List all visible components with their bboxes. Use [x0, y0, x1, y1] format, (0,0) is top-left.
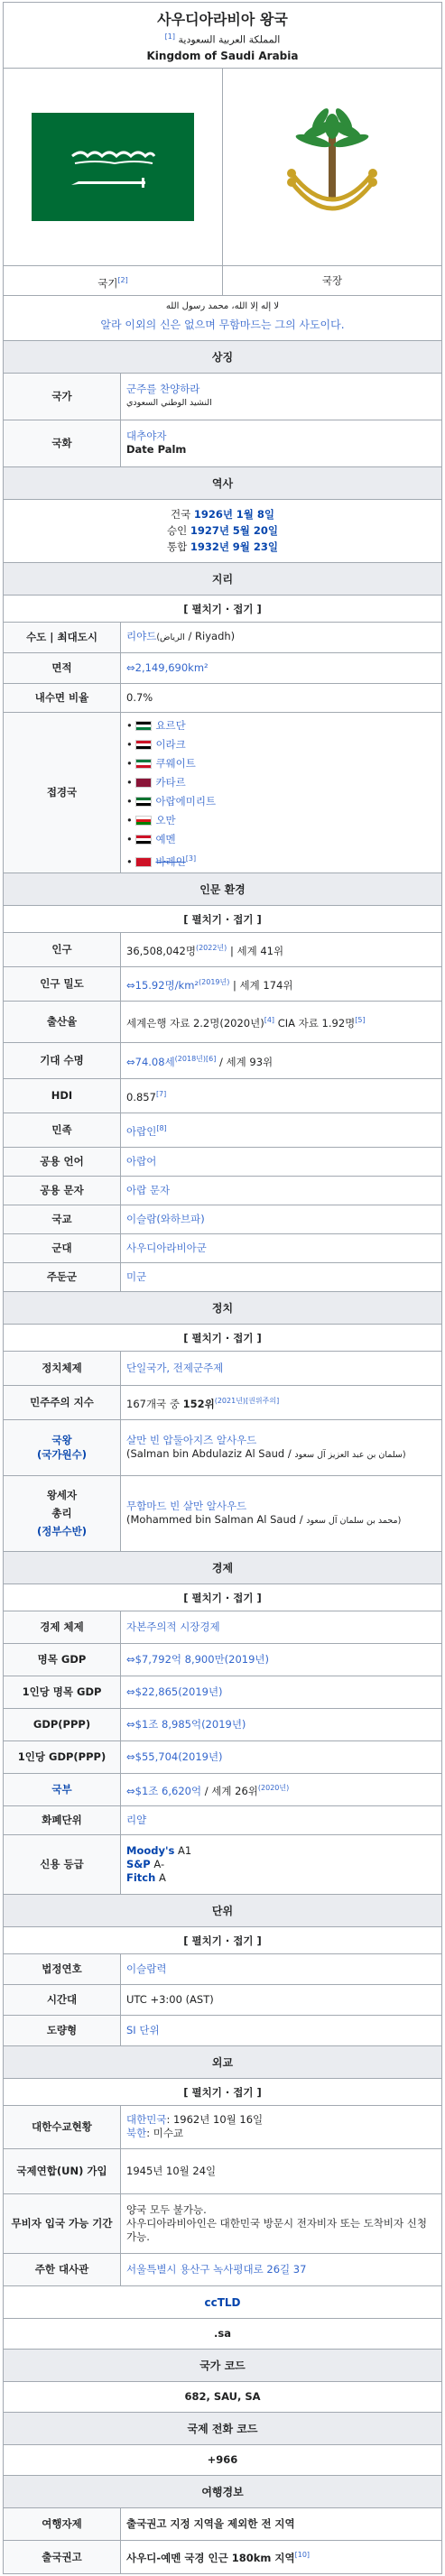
row-hdi: HDI 0.857[7]	[4, 1079, 441, 1113]
flag-caption: 국기[2]	[4, 266, 223, 295]
row-density: 인구 밀도 ⇔15.92명/km²$^{(2019년)}$ | 세계 174위	[4, 967, 441, 1002]
neighbor-flag-icon	[135, 721, 152, 731]
row-currency: 화폐단위 리얄	[4, 1806, 441, 1835]
row-un: 국제연합(UN) 가입 1945년 10월 24일	[4, 2149, 441, 2194]
section-symbols: 상징	[4, 341, 441, 374]
section-geography: 지리	[4, 563, 441, 596]
neighbor-item[interactable]: • 예멘	[126, 833, 176, 846]
neighbor-flag-icon	[135, 835, 152, 845]
toggle-economy[interactable]: [ 펼치기 · 접기 ]	[4, 1584, 441, 1611]
flag-cell	[4, 69, 223, 265]
section-politics: 정치	[4, 1292, 441, 1325]
gdppc-link-icon[interactable]: ⇔	[126, 1685, 135, 1698]
country-code-value: 682, SAU, SA	[4, 2382, 441, 2413]
wealth-link-icon[interactable]: ⇔	[126, 1784, 135, 1797]
row-measure: 도량형 SI 단위	[4, 2016, 441, 2046]
calling-code-value: +966	[4, 2445, 441, 2476]
neighbor-item[interactable]: • 카타르	[126, 776, 186, 789]
flower-link[interactable]: 대추야자	[126, 429, 167, 443]
neighbor-name[interactable]: 이라크	[155, 738, 186, 752]
row-gdp-per-capita: 1인당 명목 GDP ⇔$22,865(2019년)	[4, 1676, 441, 1709]
row-ethnic: 민족 아랍인[8]	[4, 1113, 441, 1148]
toggle-people[interactable]: [ 펼치기 · 접기 ]	[4, 906, 441, 933]
section-units: 단위	[4, 1895, 441, 1927]
row-fertility: 출산율 세계은행 자료 2.2명(2020년)[4] CIA 자료 1.92명[5]	[4, 1002, 441, 1043]
row-gdp: 명목 GDP ⇔$7,792억 8,900만(2019년)	[4, 1644, 441, 1676]
emblem-cell	[223, 69, 441, 265]
ref-3[interactable]: [3]	[185, 854, 197, 863]
neighbor-name[interactable]: 오만	[155, 814, 176, 827]
row-flower: 국화 대추야자 Date Palm	[4, 420, 441, 467]
row-visa: 무비자 입국 가능 기간 양국 모두 불가능. 사우디아라비아인은 대한민국 방문시 전자비자 또는 도착비자 신청가능.	[4, 2194, 441, 2254]
neighbor-item[interactable]: • 요르단	[126, 719, 186, 733]
neighbor-list	[126, 716, 436, 868]
neighbor-name[interactable]: 요르단	[155, 719, 186, 733]
emblem-caption: 국장	[321, 273, 343, 287]
toggle-politics[interactable]: [ 펼치기 · 접기 ]	[4, 1325, 441, 1352]
toggle-geography[interactable]: [ 펼치기 · 접기 ]	[4, 596, 441, 623]
section-cctld: ccTLD	[4, 2286, 441, 2319]
row-military: 군대 사우디아라비아군	[4, 1234, 441, 1263]
row-democracy-index: 민주주의 지수 167개국 중 152위$^{(2021년)[권위주의]}$	[4, 1386, 441, 1420]
section-people: 인문 환경	[4, 873, 441, 906]
section-country-code: 국가 코드	[4, 2350, 441, 2382]
neighbor-item[interactable]: • 아랍에미리트	[126, 795, 217, 808]
motto-arabic: لا إله إلا الله، محمد رسول الله	[165, 300, 280, 311]
neighbor-name[interactable]: 바레인	[155, 854, 186, 868]
row-wealth: 국부 ⇔$1조 6,620억 / 세계 26위$^{(2020년)}$	[4, 1774, 441, 1806]
neighbor-flag-icon	[135, 759, 152, 769]
title-english: Kingdom of Saudi Arabia	[146, 49, 299, 62]
gdp-link-icon[interactable]: ⇔	[126, 1652, 135, 1666]
section-travel: 여행경보	[4, 2476, 441, 2508]
row-religion: 국교 이슬람(와하브파)	[4, 1205, 441, 1234]
row-embassy: 주한 대사관 서울특별시 용산구 녹사평대로 26길 37	[4, 2254, 441, 2286]
row-travel-depart: 출국권고 사우디-예멘 국경 인근 180km 지역[10]	[4, 2541, 441, 2573]
row-credit-rating: 신용 등급 Moody's A1 S&P A- Fitch A	[4, 1835, 441, 1895]
neighbor-flag-icon	[135, 797, 152, 807]
section-diplomacy: 외교	[4, 2046, 441, 2079]
toggle-units[interactable]: [ 펼치기 · 접기 ]	[4, 1927, 441, 1954]
row-era: 법정연호 이슬람력	[4, 1954, 441, 1985]
row-gdp-ppp: GDP(PPP) ⇔$1조 8,985억(2019년)	[4, 1709, 441, 1741]
neighbor-item[interactable]: • 바레인[3]	[126, 854, 197, 868]
row-script: 공용 문자 아랍 문자	[4, 1177, 441, 1205]
ppp-link-icon[interactable]: ⇔	[126, 1717, 135, 1731]
infobox-title	[4, 3, 441, 69]
row-area: 면적 ⇔2,149,690km²	[4, 653, 441, 684]
emblem-captions	[4, 266, 441, 296]
ref-2[interactable]: [2]	[117, 275, 128, 284]
infobox	[3, 2, 442, 2574]
motto	[4, 296, 441, 341]
neighbor-name[interactable]: 쿠웨이트	[155, 757, 196, 771]
density-link-icon[interactable]: ⇔	[126, 978, 135, 992]
history-dates: 건국 1926년 1월 8일 승인 1927년 5월 20일 통합 1932년 9월 23일	[4, 500, 441, 563]
anthem-link[interactable]: 군주를 찬양하라	[126, 383, 200, 396]
row-neighbors: 접경국 • 요르단 • 이라크 • 쿠웨이트 • 카타르 • 아랍에미리트 • 오만 • 예멘 • 바레인[3]	[4, 713, 441, 873]
emblem-row	[4, 69, 441, 266]
row-water: 내수면 비율 0.7%	[4, 684, 441, 713]
row-anthem: 국가 군주를 찬양하라 النشيد الوطني السعودي	[4, 374, 441, 420]
row-crown-prince: 왕세자 총리 (정부수반) 무함마드 빈 살만 알사우드 (Mohammed bin Salman Al Saud / محمد بن سلمان آل سعود)	[4, 1476, 441, 1552]
neighbor-item[interactable]: • 쿠웨이트	[126, 757, 196, 771]
saudi-emblem-image[interactable]	[273, 99, 391, 235]
saudi-flag-image[interactable]	[32, 113, 194, 221]
row-travel-restrict: 여행자제 출국권고 지정 지역을 제외한 전 지역	[4, 2508, 441, 2541]
cctld-value: .sa	[4, 2319, 441, 2350]
neighbor-flag-icon	[135, 816, 152, 826]
row-timezone: 시간대 UTC +3:00 (AST)	[4, 1985, 441, 2016]
section-history: 역사	[4, 467, 441, 500]
motto-korean[interactable]: 알라 이외의 신은 없으며 무함마드는 그의 사도이다.	[100, 318, 345, 331]
life-link-icon[interactable]: ⇔	[126, 1055, 135, 1068]
neighbor-item[interactable]: • 이라크	[126, 738, 186, 752]
ppppc-link-icon[interactable]: ⇔	[126, 1750, 135, 1763]
neighbor-item[interactable]: • 오만	[126, 814, 176, 827]
neighbor-flag-icon	[135, 778, 152, 788]
section-economy: 경제	[4, 1552, 441, 1584]
neighbor-flag-icon	[135, 740, 152, 750]
row-life-expectancy: 기대 수명 ⇔74.08세$^{(2018년)[6]}$ / 세계 93위	[4, 1043, 441, 1079]
section-calling-code: 국제 전화 코드	[4, 2413, 441, 2445]
ref-1[interactable]: [1]	[164, 32, 175, 41]
row-capital: 수도 | 최대도시 리야드(الرياض / Riyadh)	[4, 623, 441, 653]
toggle-diplomacy[interactable]: [ 펼치기 · 접기 ]	[4, 2079, 441, 2106]
row-government: 정치체제 단일국가, 전제군주제	[4, 1352, 441, 1386]
row-population: 인구 36,508,042명$^{(2022년)}$ | 세계 41위	[4, 933, 441, 967]
neighbor-name[interactable]: 카타르	[155, 776, 186, 789]
row-econ-system: 경제 체제 자본주의적 시장경제	[4, 1611, 441, 1644]
row-king: 국왕 (국가원수) 살만 빈 압둘아지즈 알사우드 (Salman bin Abdulaziz Al Saud / سلمان بن عبد العزيز آل سعود)	[4, 1420, 441, 1476]
neighbor-flag-icon	[135, 857, 152, 867]
row-rok-relations: 대한수교현황 대한민국: 1962년 10월 16일 북한: 미수교	[4, 2106, 441, 2149]
row-language: 공용 언어 아랍어	[4, 1148, 441, 1177]
row-gdp-ppp-per-capita: 1인당 GDP(PPP) ⇔$55,704(2019년)	[4, 1741, 441, 1774]
title-korean: 사우디아라비아 왕국	[157, 11, 288, 28]
neighbor-name[interactable]: 예멘	[155, 833, 176, 846]
title-arabic: [1] المملكة العربية السعودية	[164, 32, 281, 46]
row-foreign-troops: 주둔군 미군	[4, 1263, 441, 1292]
area-link-icon[interactable]: ⇔	[126, 660, 135, 674]
neighbor-name[interactable]: 아랍에미리트	[155, 795, 217, 808]
